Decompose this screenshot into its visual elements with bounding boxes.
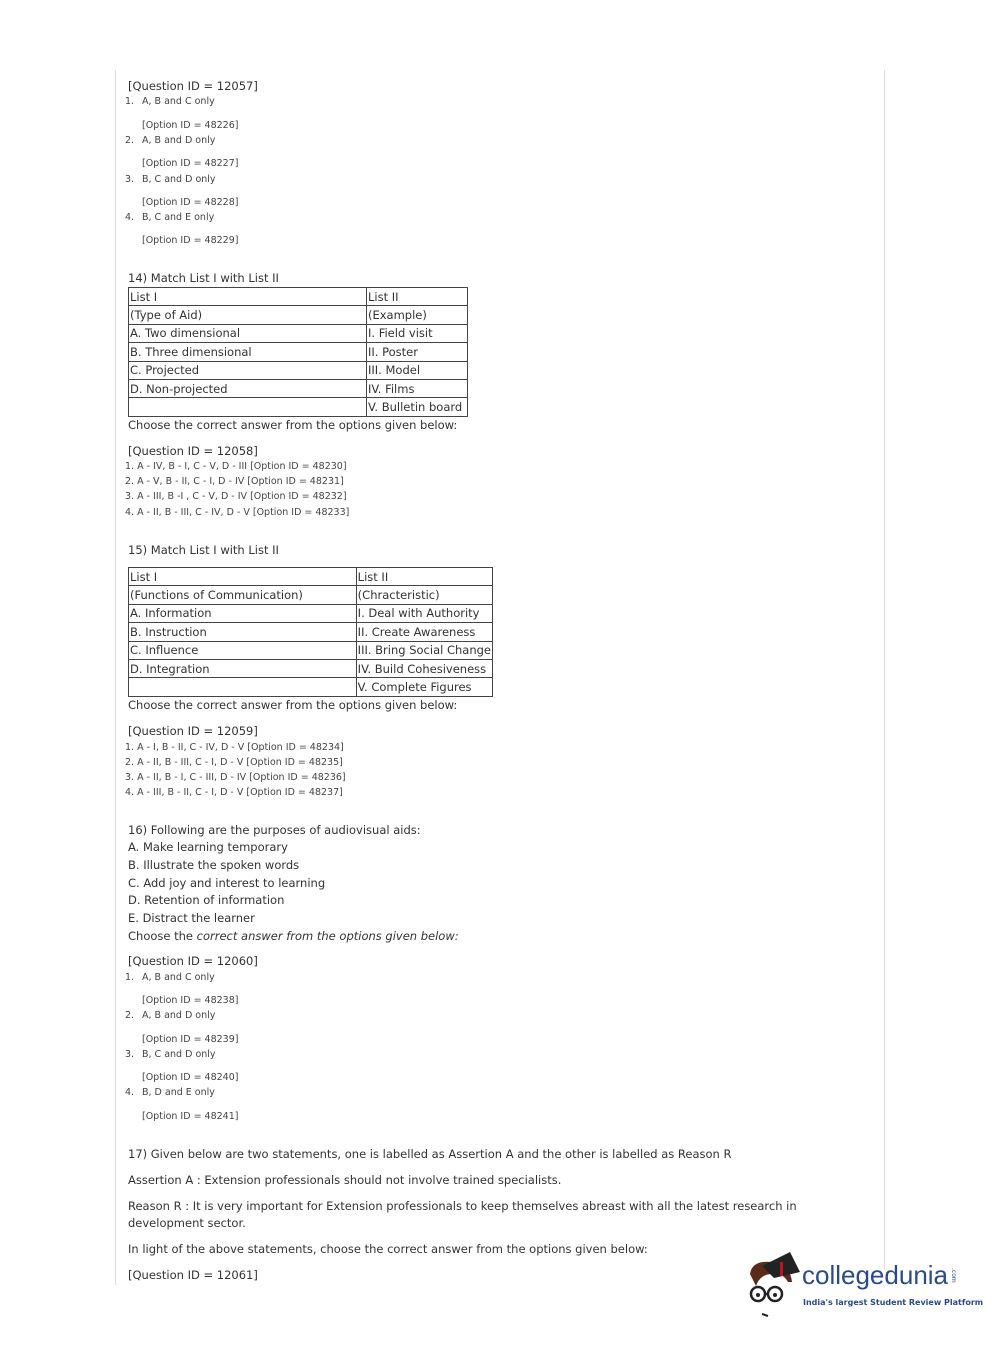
option-text: A, B and D only <box>142 1010 216 1021</box>
option: 1. A - IV, B - I, C - V, D - III [Option ID = 48230] <box>125 461 347 472</box>
question-title: 14) Match List I with List II <box>128 271 279 285</box>
table-cell: List I <box>129 568 357 586</box>
instruction <box>128 929 459 943</box>
logo-wordmark: collegedunia <box>802 1260 949 1290</box>
logo-com: .com <box>950 1268 958 1283</box>
logo-tagline: India's largest Student Review Platform <box>803 1298 984 1307</box>
option: 4. A - II, B - III, C - IV, D - V [Option ID = 48233] <box>125 507 350 518</box>
logo-wordmark-row <box>802 1260 957 1290</box>
match-table <box>128 567 493 697</box>
option-id: [Option ID = 48227] <box>142 158 239 169</box>
collegedunia-logo <box>742 1252 992 1322</box>
option: 4. A - III, B - II, C - I, D - V [Option ID = 48237] <box>125 787 343 798</box>
option-number: 4. <box>125 1087 135 1098</box>
question-title: 17) Given below are two statements, one is labelled as Assertion A and the other is labelled as Reason R <box>128 1147 732 1161</box>
table-cell: II. Poster <box>367 343 468 361</box>
statement: A. Make learning temporary <box>128 840 288 854</box>
option: 1. A - I, B - II, C - IV, D - V [Option ID = 48234] <box>125 742 344 753</box>
instruction-text: Choose the <box>128 929 197 943</box>
statement: E. Distract the learner <box>128 911 255 925</box>
instruction: In light of the above statements, choose the correct answer from the options given below: <box>128 1242 648 1256</box>
option-id: [Option ID = 48226] <box>142 120 239 131</box>
option-number: 4. <box>125 212 135 223</box>
option-text: B, C and D only <box>142 174 216 185</box>
option-number: 1. <box>125 972 135 983</box>
reason-continued: development sector. <box>128 1216 246 1230</box>
option: 2. A - V, B - II, C - I, D - IV [Option ID = 48231] <box>125 476 344 487</box>
table-cell: D. Non-projected <box>129 379 367 397</box>
table-cell: C. Projected <box>129 361 367 379</box>
option: 3. A - III, B -I , C - V, D - IV [Option ID = 48232] <box>125 491 347 502</box>
table-cell: (Type of Aid) <box>129 306 367 324</box>
option-id: [Option ID = 48229] <box>142 235 239 246</box>
table-cell: B. Three dimensional <box>129 343 367 361</box>
table-cell: (Chracteristic) <box>356 586 492 604</box>
option-number: 3. <box>125 1049 135 1060</box>
mascot-icon <box>742 1252 802 1320</box>
table-cell: B. Instruction <box>129 623 357 641</box>
option-text: B, C and E only <box>142 212 215 223</box>
instruction: Choose the correct answer from the options given below: <box>128 698 458 712</box>
question-id: [Question ID = 12059] <box>128 724 258 738</box>
statement: C. Add joy and interest to learning <box>128 876 326 890</box>
question-id: [Question ID = 12058] <box>128 444 258 458</box>
table-cell <box>129 678 357 696</box>
reason: Reason R : It is very important for Extension professionals to keep themselves abreast with all the latest research in <box>128 1199 797 1213</box>
option-text: A, B and D only <box>142 135 216 146</box>
assertion: Assertion A : Extension professionals should not involve trained specialists. <box>128 1173 562 1187</box>
question-id: [Question ID = 12061] <box>128 1268 258 1282</box>
table-cell: III. Model <box>367 361 468 379</box>
option-id: [Option ID = 48239] <box>142 1034 239 1045</box>
table-cell: List I <box>129 288 367 306</box>
option-number: 3. <box>125 174 135 185</box>
table-cell: V. Complete Figures <box>356 678 492 696</box>
option-id: [Option ID = 48241] <box>142 1111 239 1122</box>
option-text: A, B and C only <box>142 972 215 983</box>
table-cell <box>129 398 367 416</box>
option: 3. A - II, B - I, C - III, D - IV [Option ID = 48236] <box>125 772 346 783</box>
option-text: A, B and C only <box>142 96 215 107</box>
table-cell: (Example) <box>367 306 468 324</box>
table-cell: IV. Films <box>367 379 468 397</box>
option-number: 2. <box>125 1010 135 1021</box>
page-border-left <box>115 70 116 1285</box>
option-id: [Option ID = 48238] <box>142 995 239 1006</box>
question-title: 15) Match List I with List II <box>128 543 279 557</box>
table-cell: List II <box>356 568 492 586</box>
question-title: 16) Following are the purposes of audiovisual aids: <box>128 823 421 837</box>
table-cell: A. Two dimensional <box>129 324 367 342</box>
option-text: B, D and E only <box>142 1087 215 1098</box>
instruction-text-italic: correct answer from the options given below: <box>196 929 459 943</box>
question-id: [Question ID = 12057] <box>128 79 258 93</box>
option-number: 2. <box>125 135 135 146</box>
question-id: [Question ID = 12060] <box>128 954 258 968</box>
option: 2. A - II, B - III, C - I, D - V [Option ID = 48235] <box>125 757 343 768</box>
page-border-right <box>884 70 885 1270</box>
table-cell: I. Field visit <box>367 324 468 342</box>
option-number: 1. <box>125 96 135 107</box>
table-cell: C. Influence <box>129 641 357 659</box>
table-cell: A. Information <box>129 604 357 622</box>
statement: D. Retention of information <box>128 893 285 907</box>
statement: B. Illustrate the spoken words <box>128 858 300 872</box>
table-cell: List II <box>367 288 468 306</box>
table-cell: II. Create Awareness <box>356 623 492 641</box>
match-table <box>128 287 468 417</box>
table-cell: IV. Build Cohesiveness <box>356 659 492 677</box>
table-cell: I. Deal with Authority <box>356 604 492 622</box>
option-text: B, C and D only <box>142 1049 216 1060</box>
table-cell: III. Bring Social Change <box>356 641 492 659</box>
option-id: [Option ID = 48228] <box>142 197 239 208</box>
table-cell: D. Integration <box>129 659 357 677</box>
option-id: [Option ID = 48240] <box>142 1072 239 1083</box>
table-cell: V. Bulletin board <box>367 398 468 416</box>
table-cell: (Functions of Communication) <box>129 586 357 604</box>
instruction: Choose the correct answer from the options given below: <box>128 418 458 432</box>
